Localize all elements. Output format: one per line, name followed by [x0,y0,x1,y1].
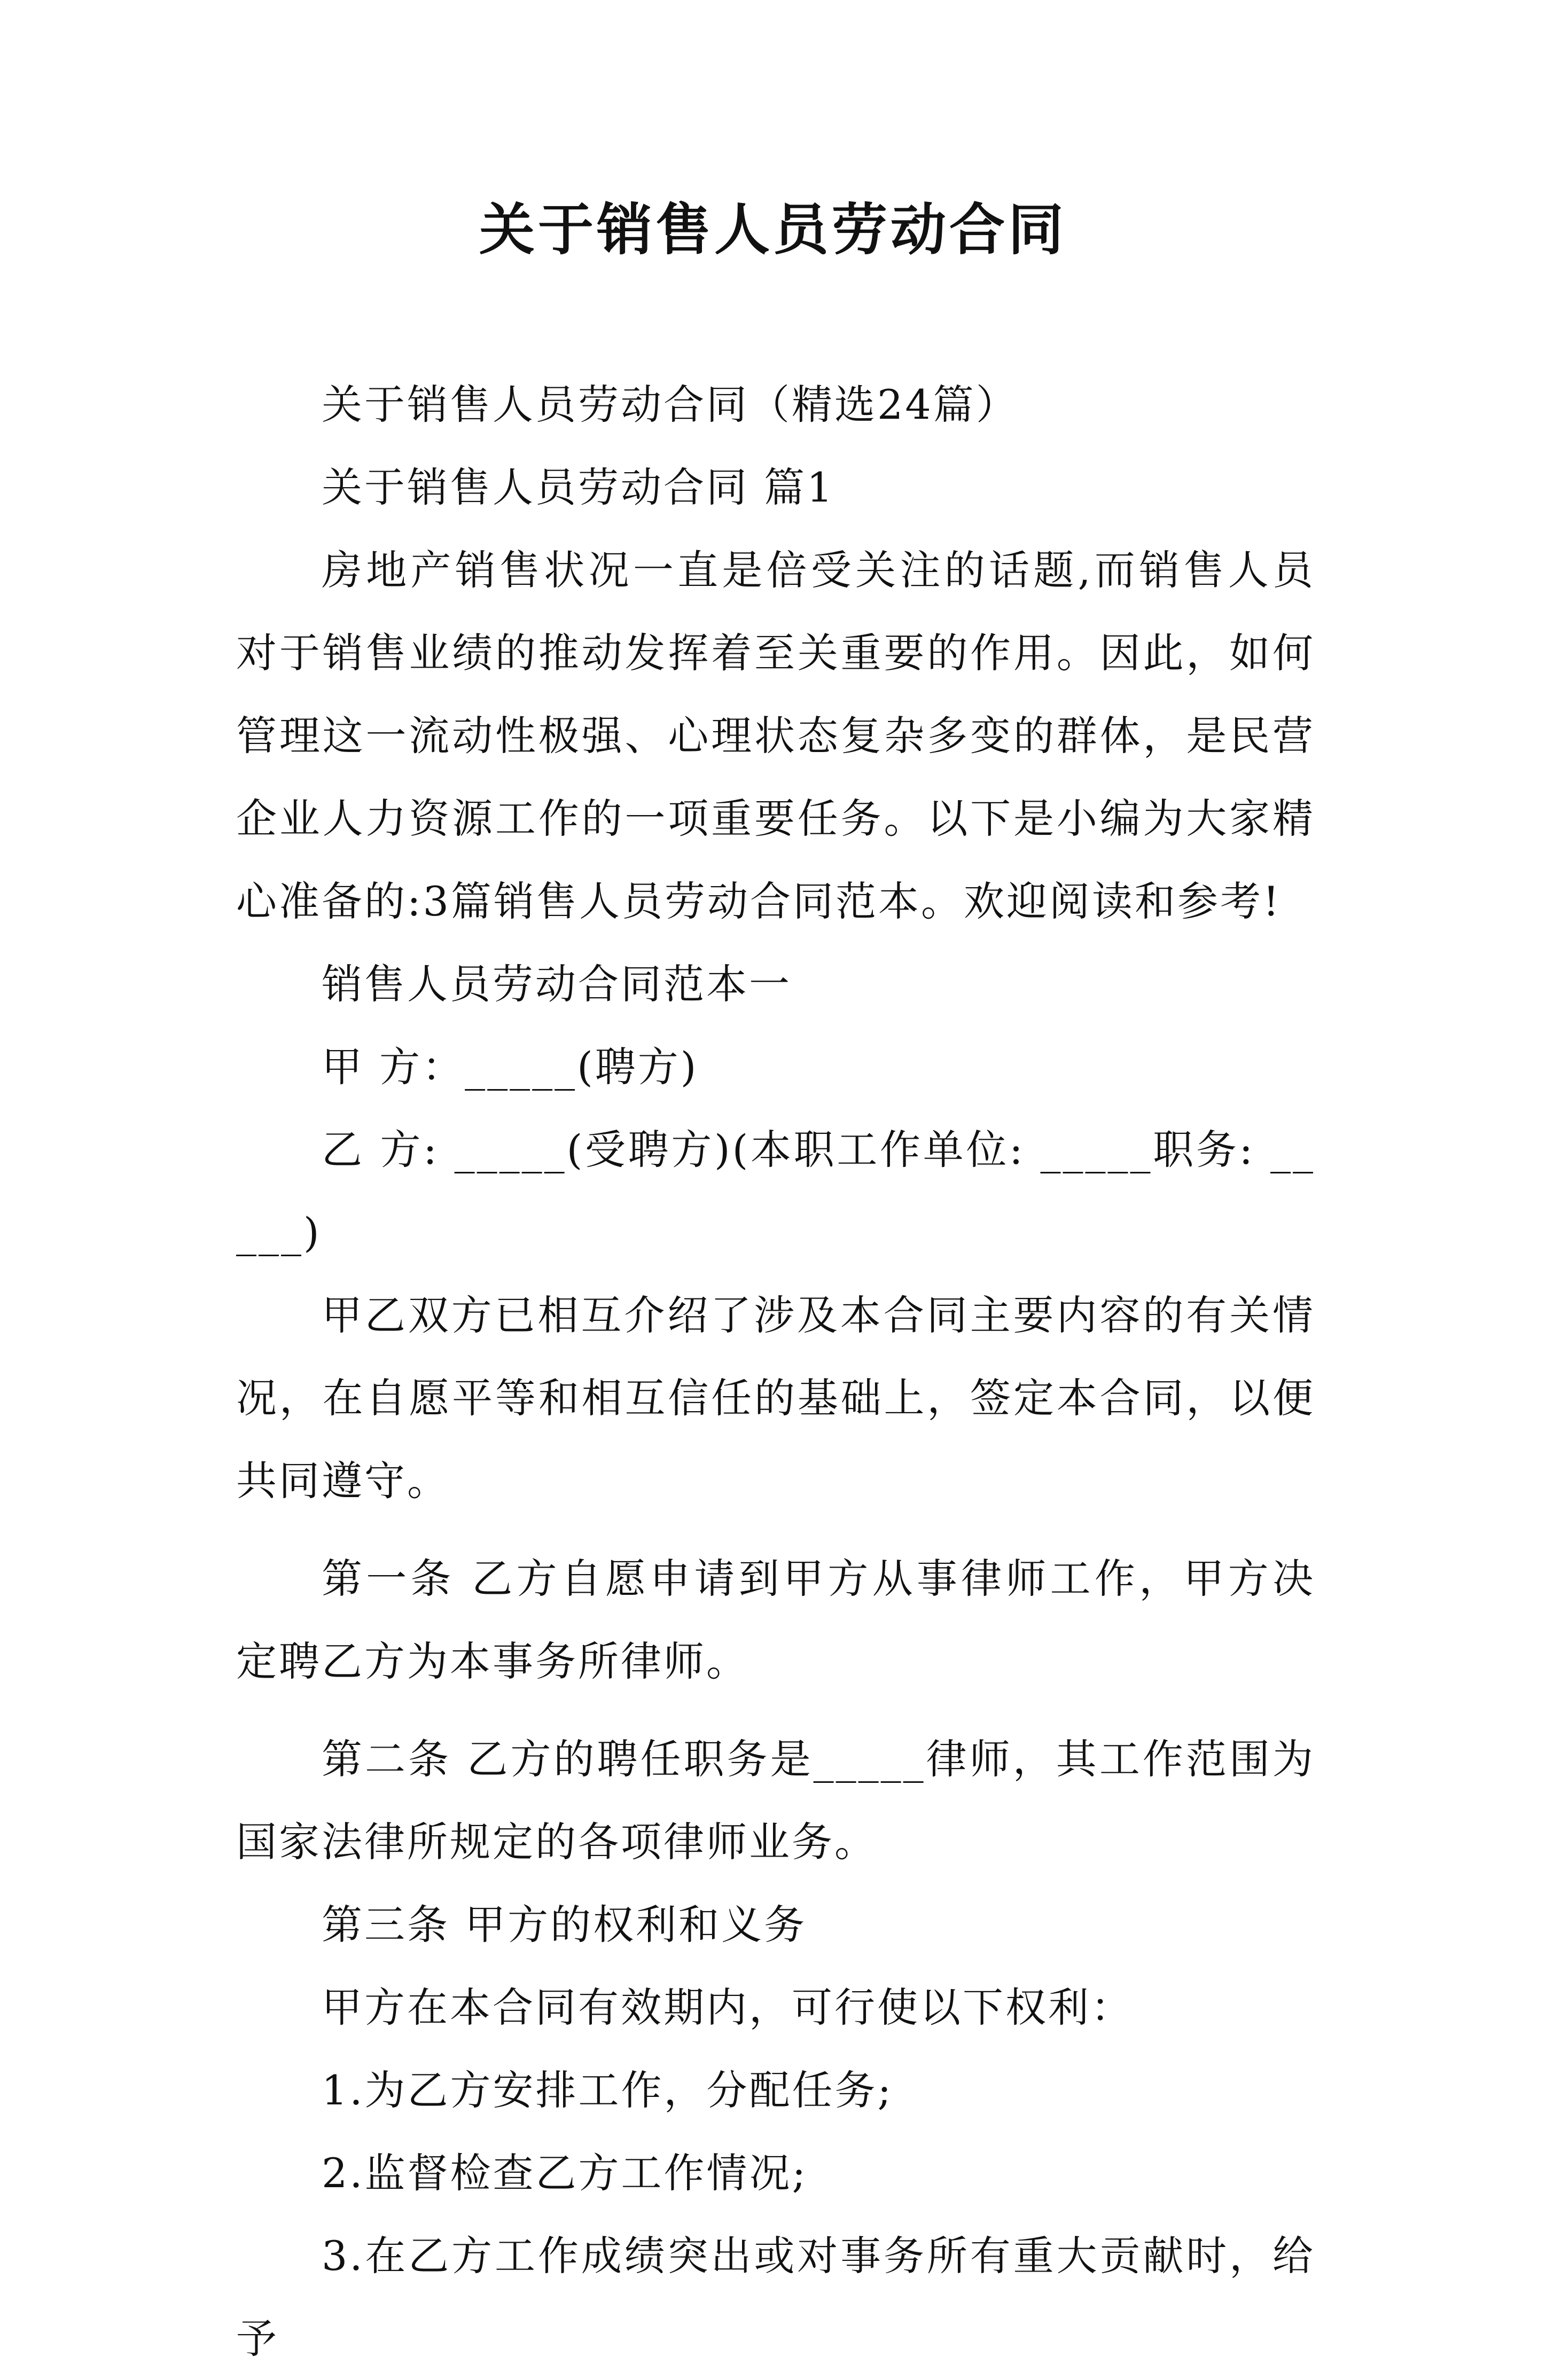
preamble-paragraph: 甲乙双方已相互介绍了涉及本合同主要内容的有关情况，在自愿平等和相互信任的基础上，签定本合同，以便共同遵守。 [236,1291,1315,1505]
article-2: 第二条 乙方的聘任职务是_____律师，其工作范围为国家法律所规定的各项律师业务。 [236,1735,1315,1866]
article-3-heading: 第三条 甲方的权利和义务 [322,1901,807,1948]
intro-paragraph: 房地产销售状况一直是倍受关注的话题,而销售人员对于销售业绩的推动发挥着至关重要的作用。因此，如何管理这一流动性极强、心理状态复杂多变的群体，是民营企业人力资源工作的一项重要任务。以下是小编为大家精心准备的:3篇销售人员劳动合同范本。欢迎阅读和参考! [236,546,1315,925]
document-title: 关于销售人员劳动合同 [479,197,1067,262]
party-a-line: 甲 方：_____(聘方) [322,1043,699,1091]
rights-item-1: 1.为乙方安排工作，分配任务; [322,2066,894,2114]
rights-item-3: 3.在乙方工作成绩突出或对事务所有重大贡献时，给予 [236,2232,1315,2362]
document-body [236,363,1315,2380]
party-b-line: 乙 方: _____(受聘方)(本职工作单位: _____职务: _____) [236,1126,1315,1256]
contract-heading: 销售人员劳动合同范本一 [322,960,792,1008]
rights-item-2: 2.监督检查乙方工作情况; [322,2149,808,2197]
section-heading: 关于销售人员劳动合同 篇1 [322,464,835,511]
article-1: 第一条 乙方自愿申请到甲方从事律师工作，甲方决定聘乙方为本事务所律师。 [236,1555,1315,1685]
party-a-rights-intro: 甲方在本合同有效期内，可行使以下权利： [322,1984,1134,2031]
subtitle-paragraph: 关于销售人员劳动合同（精选24篇） [322,381,1019,428]
